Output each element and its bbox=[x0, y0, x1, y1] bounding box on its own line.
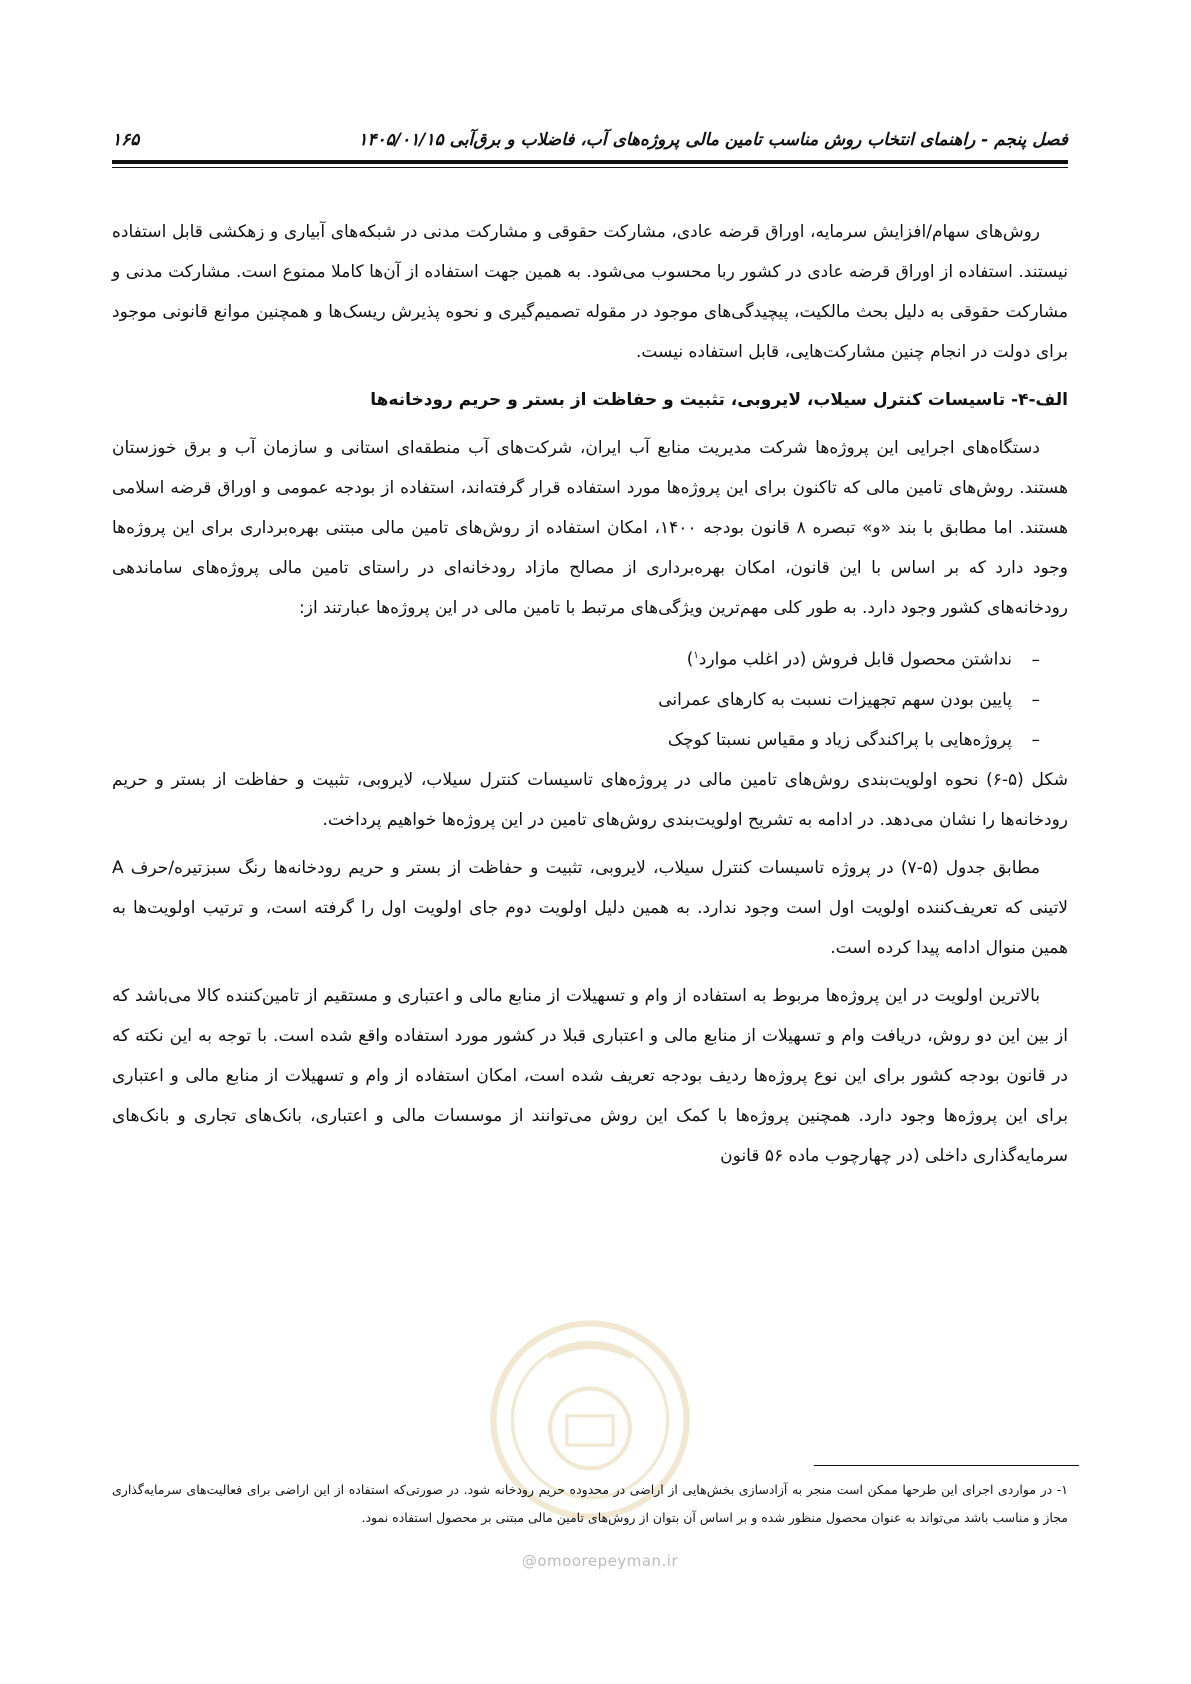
paragraph: بالاترین اولویت در این پروژه‌ها مربوط به استفاده از وام و تسهیلات از منابع مالی و اعتباری و مستقیم از تامین‌کننده کالا می‌باشد که از بین این دو روش، دریافت وام و تسهیلات از منابع مالی و اعتباری قبلا در کشور مورد استفاده واقع شده است. با توجه به این نکته که در قانون بودجه کشور برای این نوع پروژه‌ها ردیف بودجه تعریف شده است، امکان استفاده از وام و تسهیلات از منابع مالی و اعتباری برای این پروژه‌ها وجود دارد. همچنین پروژه‌ها با کمک این روش می‌توانند از موسسات مالی و اعتباری، بانک‌های تجاری و بانک‌های سرمایه‌گذاری داخلی (در چهارچوب ماده ۵۶ قانون bbox=[112, 985, 1068, 1166]
paragraph: مطابق جدول (۵-۷) در پروژه تاسیسات کنترل سیلاب، لایروبی، تثبیت و حفاظت از بستر و حریم رودخانه‌ها رنگ سبزتیره/حرف A لاتینی که تعریف‌کننده اولویت اول است وجود ندارد. به همین دلیل اولویت دوم جای اولویت اول را گرفته است، و ترتیب اولویت‌ها به همین منوال ادامه پیدا کرده است. bbox=[112, 857, 1068, 958]
paragraph: روش‌های سهام/افزایش سرمایه، اوراق قرضه عادی، مشارکت حقوقی و مشارکت مدنی در شبکه‌های آبیاری و زهکشی قابل استفاده نیستند. استفاده از اوراق قرضه عادی در کشور ربا محسوب می‌شود. به همین جهت استفاده از آن‌ها کاملا ممنوع است. مشارکت مدنی و مشارکت حقوقی به دلیل بحث مالکیت، پیچیدگی‌های موجود در مقوله تصمیم‌گیری و نحوه پذیرش ریسک‌ها و همچنین موانع قانونی موجود برای دولت در انجام چنین مشارکت‌هایی، قابل استفاده نیست. bbox=[112, 222, 1068, 362]
list-item-text: نداشتن محصول قابل فروش (در اغلب موارد bbox=[698, 649, 1012, 670]
bullet-list bbox=[112, 636, 1068, 760]
list-item-close: ) bbox=[686, 649, 694, 670]
list-item bbox=[112, 720, 1040, 760]
section-heading: الف-۴- تاسیسات کنترل سیلاب، لایروبی، تثبیت و حفاظت از بستر و حریم رودخانه‌ها bbox=[370, 390, 1068, 410]
dash-icon: – bbox=[1031, 689, 1040, 710]
list-item-text: پایین بودن سهم تجهیزات نسبت به کارهای عمرانی bbox=[658, 689, 1012, 710]
list-item-text: پروژه‌هایی با پراکندگی زیاد و مقیاس نسبتا کوچک bbox=[667, 729, 1012, 750]
list-item bbox=[112, 680, 1040, 720]
header-rule-thick bbox=[112, 160, 1068, 164]
footnote: ۱- در مواردی اجرای این طرحها ممکن است منجر به آزادسازی بخش‌هایی از اراضی در محدوده حریم رودخانه شود. در صورتی‌که استفاده از این اراضی برای فعالیت‌های سرمایه‌گذاری مجاز و مناسب باشد می‌تواند به عنوان محصول منظور شده و بر اساس آن بتوان از روش‌های تامین مالی مبتنی بر محصول استفاده نمود. bbox=[112, 1482, 1068, 1525]
list-item bbox=[112, 636, 1040, 680]
main-text bbox=[112, 212, 1068, 1184]
page-number: ۱۶۵ bbox=[112, 130, 140, 150]
footnote-marker: ۱ bbox=[693, 650, 699, 661]
page-header bbox=[112, 130, 1068, 160]
running-header-title: فصل پنجم - راهنمای انتخاب روش مناسب تامین مالی پروژه‌های آب، فاضلاب و برق‌آبی ۱۴۰۵/۰۱/۱۵ bbox=[358, 130, 1068, 150]
header-rule-thin bbox=[112, 167, 1068, 168]
footnote-rule bbox=[814, 1465, 1079, 1466]
paragraph: دستگاه‌های اجرایی این پروژه‌ها شرکت مدیریت منابع آب ایران، شرکت‌های آب منطقه‌ای استانی و سازمان آب و برق خوزستان هستند. روش‌های تامین مالی که تاکنون برای این پروژه‌ها مورد استفاده قرار گرفته‌اند، استفاده از بودجه عمومی و اوراق قرضه اسلامی هستند. اما مطابق با بند «و» تبصره ۸ قانون بودجه ۱۴۰۰، امکان استفاده از روش‌های تامین مالی مبتنی بهره‌برداری برای این پروژه‌ها وجود دارد که بر اساس با این قانون، امکان بهره‌برداری از مصالح مازاد رودخانه‌ای در راستای تامین مالی پروژه‌های ساماندهی رودخانه‌های کشور وجود دارد. به طور کلی مهم‌ترین ویژگی‌های مرتبط با تامین مالی در این پروژه‌ها عبارتند از: bbox=[112, 438, 1069, 618]
paragraph: شکل (۵-۶) نحوه اولویت‌بندی روش‌های تامین مالی در پروژه‌های تاسیسات کنترل سیلاب، لایروبی، تثبیت و حفاظت از بستر و حریم رودخانه‌ها را نشان می‌دهد. در ادامه به تشریح اولویت‌بندی روش‌های تامین در این پروژه‌ها خواهیم پرداخت. bbox=[112, 769, 1068, 830]
dash-icon: – bbox=[1031, 729, 1040, 750]
dash-icon: – bbox=[1031, 649, 1040, 670]
watermark-url: @omoorepeyman.ir bbox=[521, 1552, 679, 1570]
